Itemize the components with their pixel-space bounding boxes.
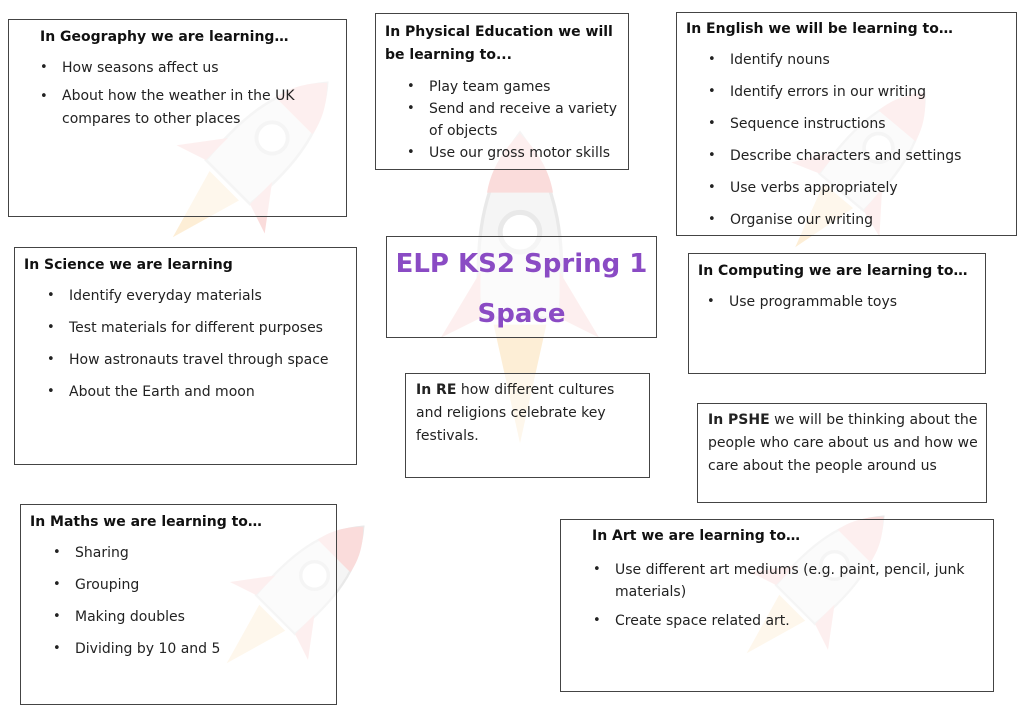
- list-item: • Send and receive a variety of objects: [429, 98, 624, 142]
- maths-list: [75, 545, 325, 673]
- geography-heading: In Geography we are learning…: [40, 29, 289, 45]
- list-item: • Describe characters and settings: [730, 148, 1010, 180]
- list-item: • Use different art mediums (e.g. paint, pencil, junk materials): [615, 559, 975, 603]
- re-description: how different cultures and religions celebrate key festivals.: [416, 382, 615, 444]
- re-box: [405, 373, 650, 478]
- list-item: • Test materials for different purposes: [69, 320, 354, 352]
- english-heading: In English we will be learning to…: [686, 21, 953, 37]
- art-heading: In Art we are learning to…: [592, 528, 800, 544]
- list-item: • Identify errors in our writing: [730, 84, 1010, 116]
- pshe-label: In PSHE: [708, 412, 770, 428]
- list-item: • Use programmable toys: [729, 294, 969, 310]
- list-item: • Create space related art.: [615, 613, 975, 629]
- computing-list: [729, 294, 969, 310]
- geography-box: [8, 19, 347, 217]
- list-item: • How seasons affect us: [62, 60, 332, 76]
- pe-box: [375, 13, 629, 170]
- science-list: [69, 288, 354, 416]
- page-subtitle: Space: [477, 299, 566, 329]
- list-item: • About how the weather in the UK compares to other places: [62, 85, 332, 131]
- list-item: • Use our gross motor skills: [429, 142, 624, 164]
- page-title: ELP KS2 Spring 1: [395, 249, 648, 279]
- re-label: In RE: [416, 382, 457, 398]
- art-box: [560, 519, 994, 692]
- list-item: • Play team games: [429, 76, 624, 98]
- science-box: [14, 247, 357, 465]
- title-box: [386, 236, 657, 338]
- computing-heading: In Computing we are learning to…: [698, 263, 968, 279]
- list-item: • How astronauts travel through space: [69, 352, 354, 384]
- list-item: • About the Earth and moon: [69, 384, 354, 416]
- pshe-box: [697, 403, 987, 503]
- science-heading: In Science we are learning: [24, 257, 233, 273]
- maths-box: [20, 504, 337, 705]
- list-item: • Sequence instructions: [730, 116, 1010, 148]
- maths-heading: In Maths we are learning to…: [30, 514, 262, 530]
- geography-list: [62, 60, 332, 131]
- pe-list: [429, 76, 624, 164]
- list-item: • Identify nouns: [730, 52, 1010, 84]
- list-item: • Identify everyday materials: [69, 288, 354, 320]
- list-item: • Grouping: [75, 577, 325, 609]
- pshe-text: [708, 409, 980, 478]
- list-item: • Sharing: [75, 545, 325, 577]
- re-text: [416, 379, 631, 448]
- art-list: [615, 559, 975, 629]
- pshe-description: we will be thinking about the people who care about us and how we care about the people around us: [708, 412, 978, 474]
- list-item: • Organise our writing: [730, 212, 1010, 244]
- pe-heading: In Physical Education we will be learning to...: [385, 24, 613, 63]
- english-list: [730, 52, 1010, 244]
- computing-box: [688, 253, 986, 374]
- list-item: • Making doubles: [75, 609, 325, 641]
- list-item: • Use verbs appropriately: [730, 180, 1010, 212]
- english-box: [676, 12, 1017, 236]
- list-item: • Dividing by 10 and 5: [75, 641, 325, 673]
